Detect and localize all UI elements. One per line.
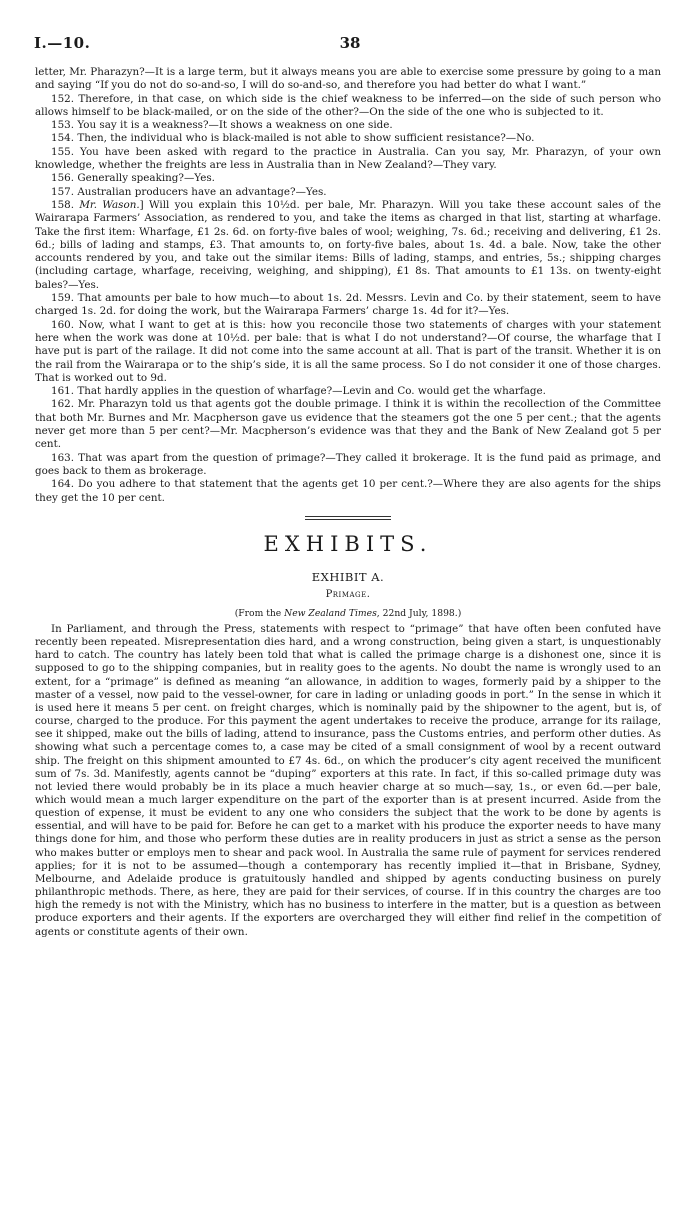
parliamentary-paper-reference: I.—10.	[34, 34, 91, 52]
questioner-name: Mr. Wason.	[79, 198, 140, 211]
evidence-paragraph: 164. Do you adhere to that statement that the agents get 10 per cent.?—Where they are also agents for the ships they get the 10 per cent.	[35, 478, 661, 504]
evidence-paragraph: 157. Australian producers have an advantage?—Yes.	[51, 185, 327, 198]
question-text: ] Will you explain this 10½d. per bale, Mr. Pharazyn. Will you take these account sales of the Wairarapa Farmers’ Association, as rendered to you, and take the items as charged in that list, starting at wharfage. Take the first item: Wharfage, £1 2s. 6d. on forty-five bales of wool; weighing, 7s. 6d.; receiving and delivering, £1 2s. 6d.; bills of lading and stamps, £3. That amounts to, on forty-five bales, about 1s. 4d. a bale. Now, take the other accounts rendered by you, and take out the similar items: Bills of lading, stamps, and entries, 5s.; shipping charges (including cartage, wharfage, receiving, weighing, and shipping), £1 8s. That amounts to £1 13s. on twenty-eight bales?—Yes.	[35, 198, 661, 291]
exhibit-source	[35, 607, 661, 620]
evidence-paragraph: 152. Therefore, in that case, on which side is the chief weakness to be inferred—on the side of such person who allows himself to be black-mailed, or on the side of the other?—On the side of the one who is subjected to it.	[35, 92, 661, 118]
exhibits-heading: EXHIBITS.	[263, 531, 433, 556]
evidence-paragraph: 159. That amounts per bale to how much—to about 1s. 2d. Messrs. Levin and Co. by their statement, seem to have charged 1s. 2d. for doing the work, but the Wairarapa Farmers’ charge 1s. 4d for it?—Yes.	[35, 292, 661, 318]
page-body	[35, 66, 661, 939]
exhibit-article: In Parliament, and through the Press, statements with respect to “primage” that have often been confuted have recently been repeated. Misrepresentation dies hard, and a wrong construction, being given a start, is unquestionably hard to catch. The country has lately been told that what is called the primage charge is a dishonest one, since it is supposed to go to the shipping companies, but in reality goes to the agents. No doubt the name is wrongly used to an extent, for a “primage” is defined as meaning “an allowance, in addition to wages, formerly paid by a shipper to the master of a vessel, now paid to the vessel-owner, for care in lading or unlading goods in port.” In the sense in which it is used here it means 5 per cent. on freight charges, which is nominally paid by the shipowner to the agent, but is, of course, charged to the produce. For this payment the agent undertakes to receive the produce, arrange for its railage, see it shipped, make out the bills of lading, attend to insurance, pass the Customs entries, and perform other duties. As showing what such a percentage comes to, a case may be cited of a small consignment of wool by a recent outward ship. The freight on this shipment amounted to £7 4s. 6d., on which the producer’s city agent received the munificent sum of 7s. 3d. Manifestly, agents cannot be “duping” exporters at this rate. In fact, if this so-called primage duty was not levied there would probably be in its place a much heavier charge at so much—say, 1s., or even 6d.—per bale, which would mean a much larger expenditure on the part of the exporter than is at present incurred. Aside from the question of expense, it must be evident to any one who considers the subject that the work to be done by agents is essential, and will have to be paid for. Before he can get to a market with his produce the exporter needs to have many things done for him, and those who perform these duties are in reality producers in just as strict a sense as the person who makes butter or employs men to shear and pack wool. In Australia the same rule of payment for services rendered applies; for it is not to be assumed—though a contemporary has recently implied it—that in Brisbane, Sydney, Melbourne, and Adelaide produce is gratuitously handled and shipped by agents conducting business on purely philanthropic methods. There, as here, they are paid for their services, of course. If in this country the charges are too high the remedy is not with the Ministry, which has no business to interfere in the matter, but is a question as between produce exporters and their agents. If the exporters are overcharged they will either find relief in the competition of agents or constitute agents of their own.	[35, 622, 661, 938]
evidence-paragraph: 160. Now, what I want to get at is this: how you reconcile those two statements of charges with your statement here when the work was done at 10½d. per bale: that is what I do not understand?—Of course, the wharfage that I have put is part of the railage. It did not come into the same account at all. That is part of the transit. Whether it is on the rail from the Wairarapa or to the ship’s side, it is all the same process. So I do not consider it one of those charges. That is worked out to 9d.	[35, 318, 661, 384]
evidence-paragraph: 163. That was apart from the question of primage?—They called it brokerage. It is the fund paid as primage, and goes back to them as brokerage.	[35, 451, 661, 477]
page-number: 38	[339, 34, 361, 52]
evidence-paragraph: 162. Mr. Pharazyn told us that agents got the double primage. I think it is within the recollection of the Committee that both Mr. Burnes and Mr. Macpherson gave us evidence that the steamers got the one 5 per cent.; that the agents never get more than 5 per cent?—Mr. Macpherson’s evidence was that they and the Bank of New Zealand got 5 per cent.	[35, 398, 661, 451]
exhibit-topic: Primage.	[325, 589, 371, 601]
evidence-paragraph: 156. Generally speaking?—Yes.	[51, 172, 215, 185]
evidence-paragraph: 154. Then, the individual who is black-mailed is not able to show sufficient resistance?—No.	[51, 132, 535, 145]
source-newspaper: New Zealand Times	[284, 607, 377, 619]
evidence-paragraph: 153. You say it is a weakness?—It shows a weakness on one side.	[51, 119, 393, 132]
exhibit-label: EXHIBIT A.	[311, 570, 385, 585]
source-prefix: (From the	[234, 607, 285, 619]
question-number: 158.	[51, 198, 75, 211]
evidence-paragraph: 155. You have been asked with regard to the practice in Australia. Can you say, Mr. Pharazyn, of your own knowledge, whether the freights are less in Australia than in New Zealand?—They vary.	[35, 145, 661, 172]
section-divider	[305, 516, 391, 520]
evidence-paragraph: 161. That hardly applies in the question of wharfage?—Levin and Co. would get the wharfage.	[51, 385, 546, 398]
evidence-paragraph: letter, Mr. Pharazyn?—It is a large term, but it always means you are able to exercise some pressure by going to a man and saying “If you do not do so-and-so, I will do so-and-so, and therefore you had better do what I want.”	[35, 66, 661, 92]
page-header	[34, 34, 666, 54]
evidence-paragraph	[35, 199, 661, 292]
source-date: , 22nd July, 1898.)	[376, 607, 462, 619]
